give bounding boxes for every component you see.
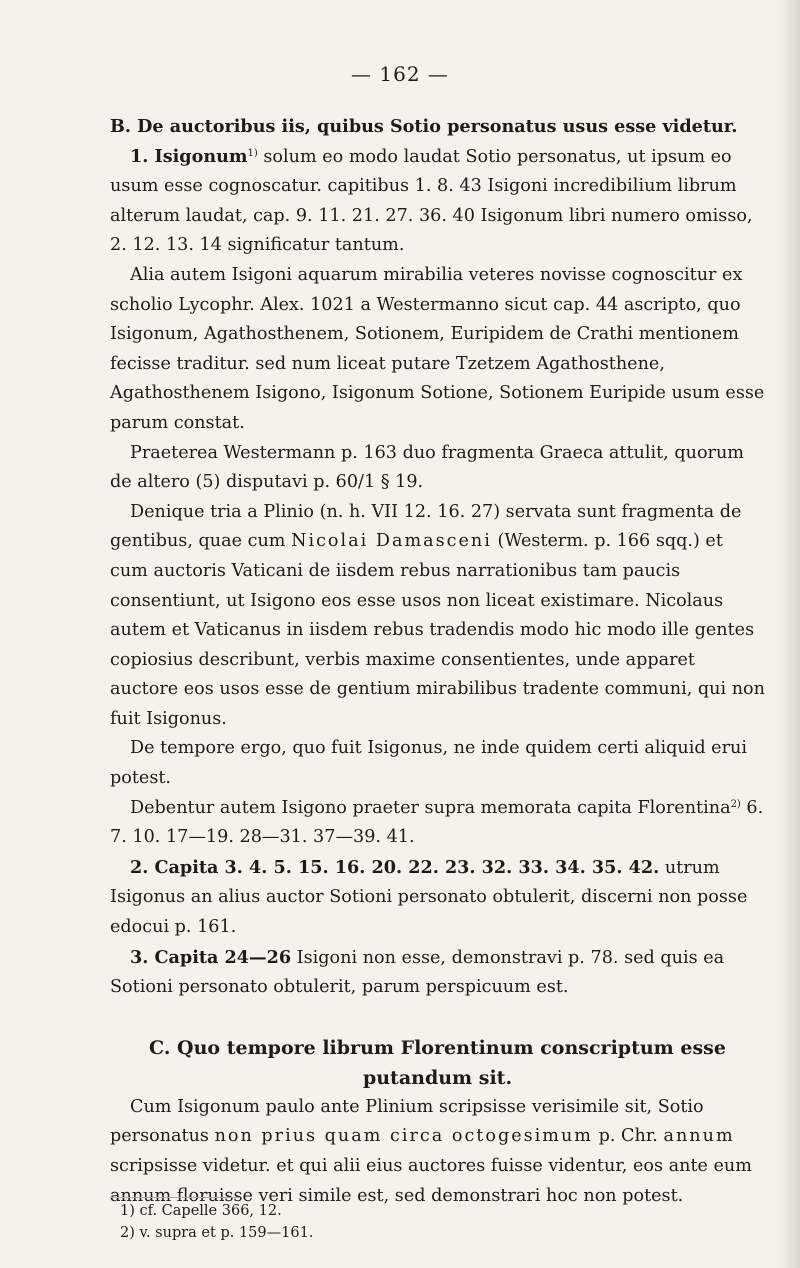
footnote-divider <box>110 1197 240 1198</box>
footnote-ref: 1) <box>247 147 258 159</box>
section-b-paragraph-4 <box>110 498 765 735</box>
footnote-1: 1) cf. Capelle 366, 12. <box>120 1203 282 1219</box>
paragraph-text: Isigoni non esse, demonstravi p. 78. sed quis ea Sotioni personato obtulerit, parum perspicuum est. <box>110 947 725 998</box>
spaced-text: non prius quam circa octogesimum <box>214 1126 593 1147</box>
item-label: 2. Capita 3. 4. 5. 15. 16. 20. 22. 23. 32. 33. 34. 35. 42. <box>130 856 660 878</box>
paragraph-text: Denique tria a Plinio (n. h. VII 12. 16. 27) servata sunt fragmenta de gentibus, quae cum <box>110 501 742 552</box>
paragraph-text: solum eo modo laudat Sotio personatus, ut ipsum eo usum esse cognoscatur. capitibus 1. 8. 43 Isigoni incredibilium librum alterum laudat, cap. 9. 11. 21. 27. 36. 40 Isigonum libri numero omisso, 2. 12. 13. 14 significatur tantum. <box>110 146 753 256</box>
spaced-name: Nicolai Damasceni <box>291 531 492 552</box>
paragraph-text: p. Chr. <box>592 1126 664 1147</box>
page-edge-shadow <box>778 0 800 1268</box>
section-b-heading: B. De auctoribus iis, quibus Sotio personatus usus esse videtur. <box>110 116 738 137</box>
paragraph-text: scripsisse videtur. et qui alii eius auctores fuisse videntur, eos ante eum annum floruisse veri simile est, sed demonstrari hoc non potest. <box>110 1156 752 1206</box>
footnote-ref: 2) <box>730 798 741 810</box>
paragraph-text: Cum Isigonum paulo ante Plinium scripsisse verisimile sit, Sotio personatus <box>110 1096 704 1147</box>
section-c-paragraph-1 <box>110 1093 765 1211</box>
page-number: — 162 — <box>351 62 449 86</box>
footnote-2: 2) v. supra et p. 159—161. <box>120 1225 314 1241</box>
section-b-paragraph-2: Alia autem Isigoni aquarum mirabilia veteres novisse cognoscitur ex scholio Lycophr. Alex. 1021 a Westermanno sicut cap. 44 ascripto, quo Isigonum, Agathosthenem, Sotionem, Euripidem de Crathi mentionem fecisse traditur. sed num liceat putare Tzetzem Agathosthene, Agathosthenem Isigono, Isigonum Sotione, Sotionem Euripide usum esse parum constat. <box>110 264 765 433</box>
section-c-heading: C. Quo tempore librum Florentinum conscriptum esse putandum sit. <box>149 1036 726 1089</box>
paragraph-text: Debentur autem Isigono praeter supra memorata capita Florentina <box>130 797 731 818</box>
section-b-paragraph-7 <box>110 853 765 943</box>
paragraph-text: 6. 7. 10. 17—19. 28—31. 37—39. 41. <box>110 797 764 848</box>
paragraph-text: utrum Isigonus an alius auctor Sotioni personato obtulerit, discerni non posse edocui p. 161. <box>110 857 748 938</box>
item-label: 3. Capita 24—26 <box>130 946 292 968</box>
footnotes <box>120 1200 760 1244</box>
section-b-paragraph-6 <box>110 794 765 853</box>
paragraph-text: (Westerm. p. 166 sqq.) et cum auctoris Vaticani de iisdem rebus narrationibus tam paucis consentiunt, ut Isigono eos esse usos non liceat existimare. Nicolaus autem et Vaticanus in iisdem rebus tradendis modo hic modo ille gentes copiosius describunt, verbis maxime consentientes, unde apparet auctore eos usos esse de gentium mirabilibus tradente communi, qui non fuit Isigonus. <box>110 531 765 729</box>
spaced-text: annum <box>663 1126 735 1147</box>
section-b-paragraph-5: De tempore ergo, quo fuit Isigonus, ne inde quidem certi aliquid erui potest. <box>110 738 747 789</box>
section-b-paragraph-1 <box>110 142 765 261</box>
main-text <box>110 112 765 1211</box>
item-label: 1. Isigonum <box>130 145 248 167</box>
section-b-paragraph-3: Praeterea Westermann p. 163 duo fragmenta Graeca attulit, quorum de altero (5) disputavi p. 60/1 § 19. <box>110 442 744 493</box>
section-b-paragraph-8 <box>110 943 765 1003</box>
